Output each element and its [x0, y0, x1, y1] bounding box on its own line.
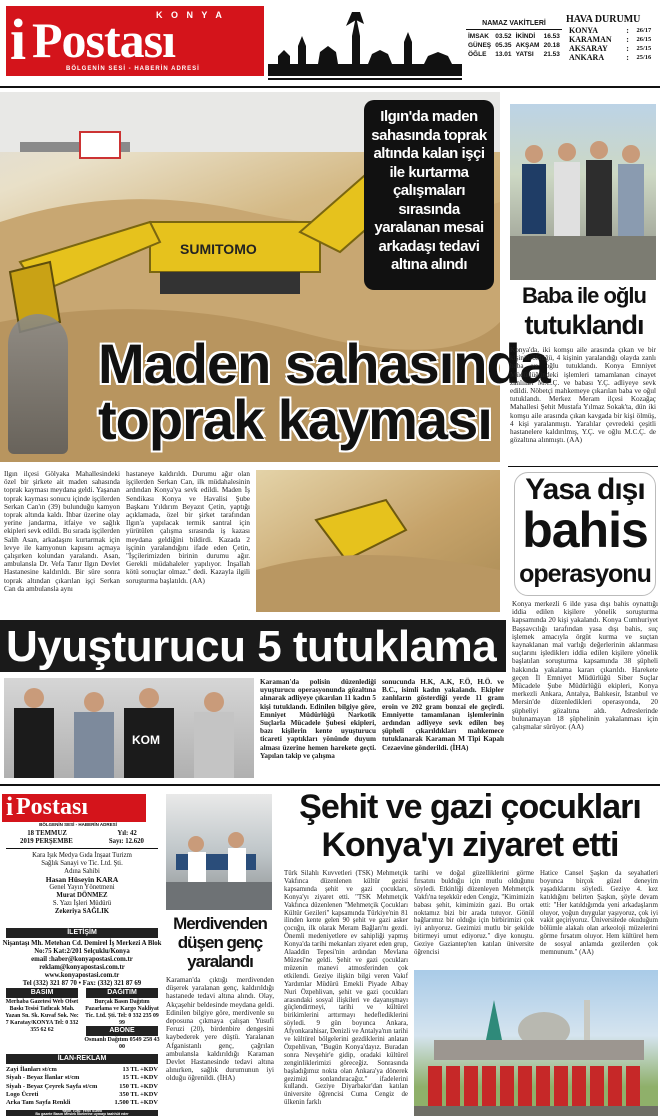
yasa-headline-3: operasyonu — [519, 560, 651, 588]
masthead-rule — [268, 78, 462, 80]
logo-initial: i — [10, 7, 27, 72]
iletisim-header: İLETİŞİM — [6, 928, 158, 938]
basim-header: BASIM — [6, 988, 78, 998]
weather-table — [566, 26, 658, 62]
uyusturucu-photo[interactable] — [4, 678, 254, 778]
city-silhouette — [268, 6, 462, 76]
police-illustration — [4, 678, 254, 778]
main-headline-1: Maden sahasında — [98, 332, 550, 395]
truck-buried-illustration — [256, 470, 500, 612]
ilan-header: İLAN-REKLAM — [6, 1054, 158, 1064]
baba-photo[interactable] — [510, 104, 656, 280]
yasa-headline-1: Yasa dışı — [525, 473, 645, 506]
mevlana-group-illustration — [414, 970, 658, 1116]
photo-inset-people — [8, 314, 68, 454]
merdiven-photo[interactable] — [166, 794, 272, 910]
logo-slogan: BÖLGENİN SESİ - HABERİN ADRESİ — [66, 66, 200, 72]
main-headline-2: toprak kayması — [98, 388, 492, 451]
iletisim-block: Nişantaşı Mh. Metehan Cd. Demirel İş Merkezi A Blok No:75 Kat:2/201 Selçuklu/Konya email :haber@konyapostasi.com.tr reklam@konyapostasi.com.tr www.konyapostasi.com.tr Tel (332) 321 87 70 • Fax: (332) 321 87 69 — [2, 940, 162, 987]
svg-text:KOM: KOM — [132, 733, 160, 747]
arrest-illustration — [510, 104, 656, 280]
main-callout: Ilgın'da maden sahasında toprak altında kalan işçi ile kurtarma çalışmaları sırasında yaralanan mesai arkadaşı tedavi altına alındı — [364, 100, 494, 290]
dagitim-text: Burçak Basın Dağıtım Pazarlama ve Kargo Nakliyat Tic. Ltd. Şti. Tel: 0 332 235 09 99 — [85, 999, 159, 1026]
imprint-logo[interactable]: i Postası — [2, 794, 146, 822]
abone-text: Osmanlı Dağıtım 0549 258 43 00 — [84, 1037, 160, 1050]
logo-title: Postası — [32, 12, 175, 68]
main-story-col1: Ilgın ilçesi Gölyaka Mahallesindeki özel bir şirkete ait maden sahasında toprak kayması meydana geldi. Yaşanan toprak kayması sonucu içinde işçilerden Serkan Can'ın (39) bulunduğu kamyon toprak altında kaldı. İhbar üzerine olay yerine jandarma, itfaiye ve sağlık ekipleri sevk edildi. Bu sırada işçilerden Salih Asan, arkadaşını kurtarmak için levye ile kamyonun kapısını açmaya çalışırken kolundan yaralandı. Asan, ambulansla Dr. Vefa Tanır Ilgın Devlet Hastanesine kaldırıldı. Bir süre sonra toprak altından çıkarılan işçi Serkan Can da ambulansla aynı — [4, 470, 120, 593]
baba-text: Konya'da, iki komşu aile arasında çıkan ve bir kişinin öldüğü, 4 kişinin yaralandığı olayda zanlı baba ve oğlu tutuklandı. Konya Emniyet Müdürlüğündeki işlemleri tamamlanan cinayet zanlıları M.C.Ç. ve babası Y.Ç. adliyeye sevk edildi. Nöbetçi mahkemeye çıkarılan baba ve oğul tutuklandı. Merkez Meram ilçesi Kozağaç Mahallesi Şehit Mustafa Yılmaz Sokak'ta, dün iki komşu aile arasında çıkan kavgada bir kişi ölmüş, 4 kişi yaralanmıştı. Yaralılar çevredeki çeşitli hastanelere kaldırılmış, Y.Ç. ve oğlu M.C.Ç. de gözaltına alınmıştı. (AA) — [510, 346, 656, 445]
ad-rate-row: Logo Ücreti 350 TL +KDV — [6, 1090, 158, 1098]
uyusturucu-col1: Karaman'da polisin düzenlediği uyuşturucu operasyonunda gözaltına alınarak adliyeye çıkarılan 11 kadın 5 kişi tutuklandı. Edinilen bilgiye göre, Emniyet Müdürlüğü Narkotik Suçlarla Mücadele Şubesi ekipleri, bazı kişilerin kente uyuşturucu ticareti yaptıkları yönünde duyum alması üzerine hemen harekete geçti. Yapılan takip ve çalışma — [260, 678, 376, 760]
sehit-headline-2: Konya'yı ziyaret etti — [321, 826, 619, 864]
basim-text: Merhaba Gazetesi Web Ofset Baskı Tesisi Tatlıcak Mah. Yazan Sn. Sk. Kuvaf Sok. No: 7 Karatay/KONYA Tel: 0 332 355 62 62 — [5, 999, 79, 1033]
dagitim-header: DAĞITIM — [86, 988, 158, 998]
ambulance-illustration — [166, 794, 272, 910]
baba-headline-2: tutuklandı — [524, 310, 644, 340]
baba-headline-1: Baba ile oğlu — [522, 283, 646, 308]
section-divider — [0, 784, 660, 786]
weather-row: KARAMAN : 26/15 — [569, 35, 652, 44]
weather-row: ANKARA : 25/16 — [569, 53, 652, 62]
ad-rate-row: Siyah - Beyaz İlanlar st/cm 15 TL +KDV — [6, 1074, 158, 1082]
imprint-panel — [2, 790, 162, 1116]
sehit-photo[interactable] — [414, 970, 658, 1116]
prayer-times-box — [466, 20, 562, 78]
masthead-divider — [0, 86, 660, 88]
prayer-row: İMSAK 03.52 İKİNDİ 16.53 — [468, 33, 560, 40]
weather-box — [566, 14, 658, 80]
abone-header: ABONE — [86, 1026, 158, 1036]
prayer-row: ÖĞLE 13.01 YATSI 21.53 — [468, 51, 560, 58]
weather-row: KONYA : 26/17 — [569, 26, 652, 35]
weather-row: AKSARAY : 25/15 — [569, 44, 652, 53]
imprint-slogan: BÖLGENİN SESİ - HABERİN ADRESİ — [39, 822, 117, 827]
yasa-headline-2: bahis — [522, 502, 648, 558]
sehit-col2: tarihi ve doğal güzelliklerini görme fırsatını bulduğu için mutlu olduğunu söyledi. Etkinliği düzenleyen Mehmetçik Vakfı'na teşekkür eden Cengiz, "Kimimizin babası şehit, kimimizin gazi. Bu ortak noktamız bizi bir arada tutuyor. Gönül bağlarımız bir olduğu için birbirimizi çok iyi anlıyoruz. Gezimizi mutlu bir şekilde bitirmeyi umut ediyoruz." diye konuştu. Geziye Gaziantep'ten katılan üniversite öğrencisi — [414, 870, 534, 957]
sehit-col1: Türk Silahlı Kuvvetleri (TSK) Mehmetçik Vakfınca düzenlenen kültür gezisi kapsamında şehit ve gazi çocukları, Konya'yı ziyaret etti. "TSK Mehmetçik Vakfınca düzenlenen "Mehmetçik Çocukları Kültür Gezileri" kapsamında Türkiye'nin 81 ilinden kente gelen 90 şehit ve gazi asker çocuğu, ilk olarak Meram Bağları'nı gezdi. Önemli medeniyetlere ev sahipliği yapmış Konya'da tarihi mekanları ziyaret eden grup, Alaaddin Tepesi'nin ardından Mevlana Müzesi'ne geldi. Şehit ve gazi çocukları müzenin manevi atmosferinden çok etkilendi. Geziye ilişkin bilgi veren Vakıf Yardımlar Müdürü Emekli Piyade Albay Nuri Özpehlivan, şehit ve gazi çocukları arasındaki sosyal ilişkileri ve dayanışmayı güçlendirmeyi, tarihi ve kültürel birikimlerini arttırmayı hedeflediklerini söyledi. 9 gün boyunca Ankara, Afyonkarahisar, Denizli ve Antalya'nın tarihi ve kültürel bölgelerini gezdiklerini anlatan Özpehlivan, "Bugün Konya'dayız. Buradan sonra Nevşehir'e gidip, oradaki kültürel zenginliklerimizi göreceğiz. Sonrasında başladığımız nokta olan Ankara'ya dönerek gezimizi sonlandıracağız." ifadelerini kullandı. Geziye Diyarbakır'dan katılan üniversite öğrencisi Cuma Cengiz de ülkenin farklı — [284, 870, 409, 1107]
uyusturucu-col2: sonucunda H.K, A.K, F.Ö, H.Ö. ve B.C., isimli kadın yakalandı. Ekipler zanlıların gösterdiği yerde 11 gram eroin ve 202 gram bonzai ele geçirdi. Emniyette tamamlanan işlemlerinin ardından adliyeye sevk edilen beş şüpheli çıkarıldıkları mahkemece tutuklanarak Karaman M Tipi Kapalı Cezaevine gönderildi. (İHA) — [382, 678, 504, 752]
imprint-date: 18 TEMMUZ Yıl: 42 — [27, 830, 137, 837]
main-story-photo-2[interactable] — [256, 470, 500, 612]
merdiven-headline: Merdivenden düşen genç yaralandı — [173, 914, 267, 971]
baba-divider — [508, 466, 658, 467]
sehit-headline-1: Şehit ve gazi çocukları — [299, 788, 641, 826]
imprint-issue: 2019 PERŞEMBE Sayı: 12.620 — [20, 838, 144, 845]
yasa-text: Konya merkezli 6 ilde yasa dışı bahis oynattığı iddia edilen kişilere yönelik soruşturma kapsamında 20 kişi yakalandı. Konya Cumhuriyet Başsavcılığı tarafından yasa dışı bahis, suç işlemek amacıyla örgüt kurma ve suçtan kaynaklanan mal varlığı değerlerinin aklanması suçlarını işlediklerı iddia edilen kişilere yönelik başlatılan soruşturma kapsamında 38 şüpheli hakkında yakalama kararı çıkarıldı. Harekete geçen İl Emniyet Müdürlüğü Siber Suçlar Mücadele Şube Müdürlüğü ekipleri, Konya merkezli Ankara, Antalya, Balıkesir, İstanbul ve Mersin'de düzenledikleri operasyonda, 20 şüpheliyi gözaltına aldı. Adreslerinde bulunamayan 18 şüphelinin yakalanması için çalışmalar sürüyor. (AA) — [512, 600, 658, 732]
prayer-heading: NAMAZ VAKİTLERİ — [466, 20, 562, 30]
ad-rate-table — [6, 1066, 158, 1107]
prayer-table — [466, 32, 562, 59]
imprint-footer: Yayın Türü: Yerel Süreli Bu gazete Basın Meslek İlkelerine uymayı taahhüt eder — [6, 1110, 158, 1116]
prayer-row: GÜNEŞ 05.35 AKŞAM 20.18 — [468, 42, 560, 49]
uyusturucu-headline: Uyuşturucu 5 tutuklama — [6, 622, 497, 671]
logo-city: K O N Y A — [156, 10, 225, 20]
ad-rate-row: Zayi İlanları st/cm 13 TL +KDV — [6, 1066, 158, 1073]
weather-heading: HAVA DURUMU — [566, 14, 641, 25]
masthead-logo[interactable] — [6, 6, 264, 76]
sehit-col3: Hatice Cansel Şaşkın da seyahatleri boyunca birçok güzel deneyim yaşadıklarını söyledi. Geziye 4. kez katıldığını belirten Şaşkın, şöyle devam etti: "Her katıldığımda yeni arkadaşlarım oluyor, yoğun duygular yaşıyoruz, çok iyi vakit geçiriyoruz. Üniversitede okuduğum bölümle alakalı olan arkeoloji müzelerini görme fırsatım oluyor. Hem kültürel hem de sosyal anlamda gezilerden çok memnunum." (AA) — [540, 870, 658, 957]
main-story-col2: hastaneye kaldırıldı. Durumu ağır olan işçilerden Serkan Can, ilk müdahalesinin ardından Konya'ya sevk edildi. Maden İş Sendikası Konya ve Havalisi Şube Başkanı Yıldırım Beyazıt Çetin, yaptığı açıklamada, özel bir şirket tarafından Ilgın'a yapılacak termik santral için yürütülen çalışma sırasında iş kazası meydana geldiğini bildirdi. Kazada 2 işçinin yaralandığını ifade eden Çetin, "İşçilerimizden birinin durumu ağır. Gerekli müdahaleler yapılıyor. İnşallah kötü sonuçlar olmaz." dedi. Kazayla ilgili soruşturma başlatıldı. (AA) — [126, 470, 250, 585]
imprint-company: Kara Işık Medya Gıda İnşaat Turizm Sağlık Sanayi ve Tic. Ltd. Şti. Adına Sahibi Hasan Hüseyin KARA Genel Yayın Yönetmeni Murat DÖNMEZ S. Yazı İşleri Müdürü Zekeriya SAĞLIK — [32, 852, 132, 915]
svg-text:SUMITOMO: SUMITOMO — [180, 241, 257, 257]
ad-rate-row: Siyah - Beyaz Çeyrek Sayfa st/cm 150 TL +KDV — [6, 1082, 158, 1090]
merdiven-text: Karaman'da çıktığı merdivenden düşerek yaralanan genç, kaldırıldığı hastanede tedavi altına alındı. Olay, Akçaşehir beldesinde meydana geldi. Edinilen bilgiye göre, merdivenle su deposuna çıkmaya çalışan Yusufi Feruzi (20), birdenbire dengesini kaybederek yere düştü. Yaralanan Afganistanlı genç, çağrılan ambulansla kaldırıldığı Karaman Devlet Hastanesinde tedavi altına alınırken, sağlık durumunun iyi olduğu öğrenildi. (İHA) — [166, 976, 274, 1083]
ad-rate-row: Arka Tam Sayfa Renkli 1.500 TL +KDV — [6, 1099, 158, 1107]
